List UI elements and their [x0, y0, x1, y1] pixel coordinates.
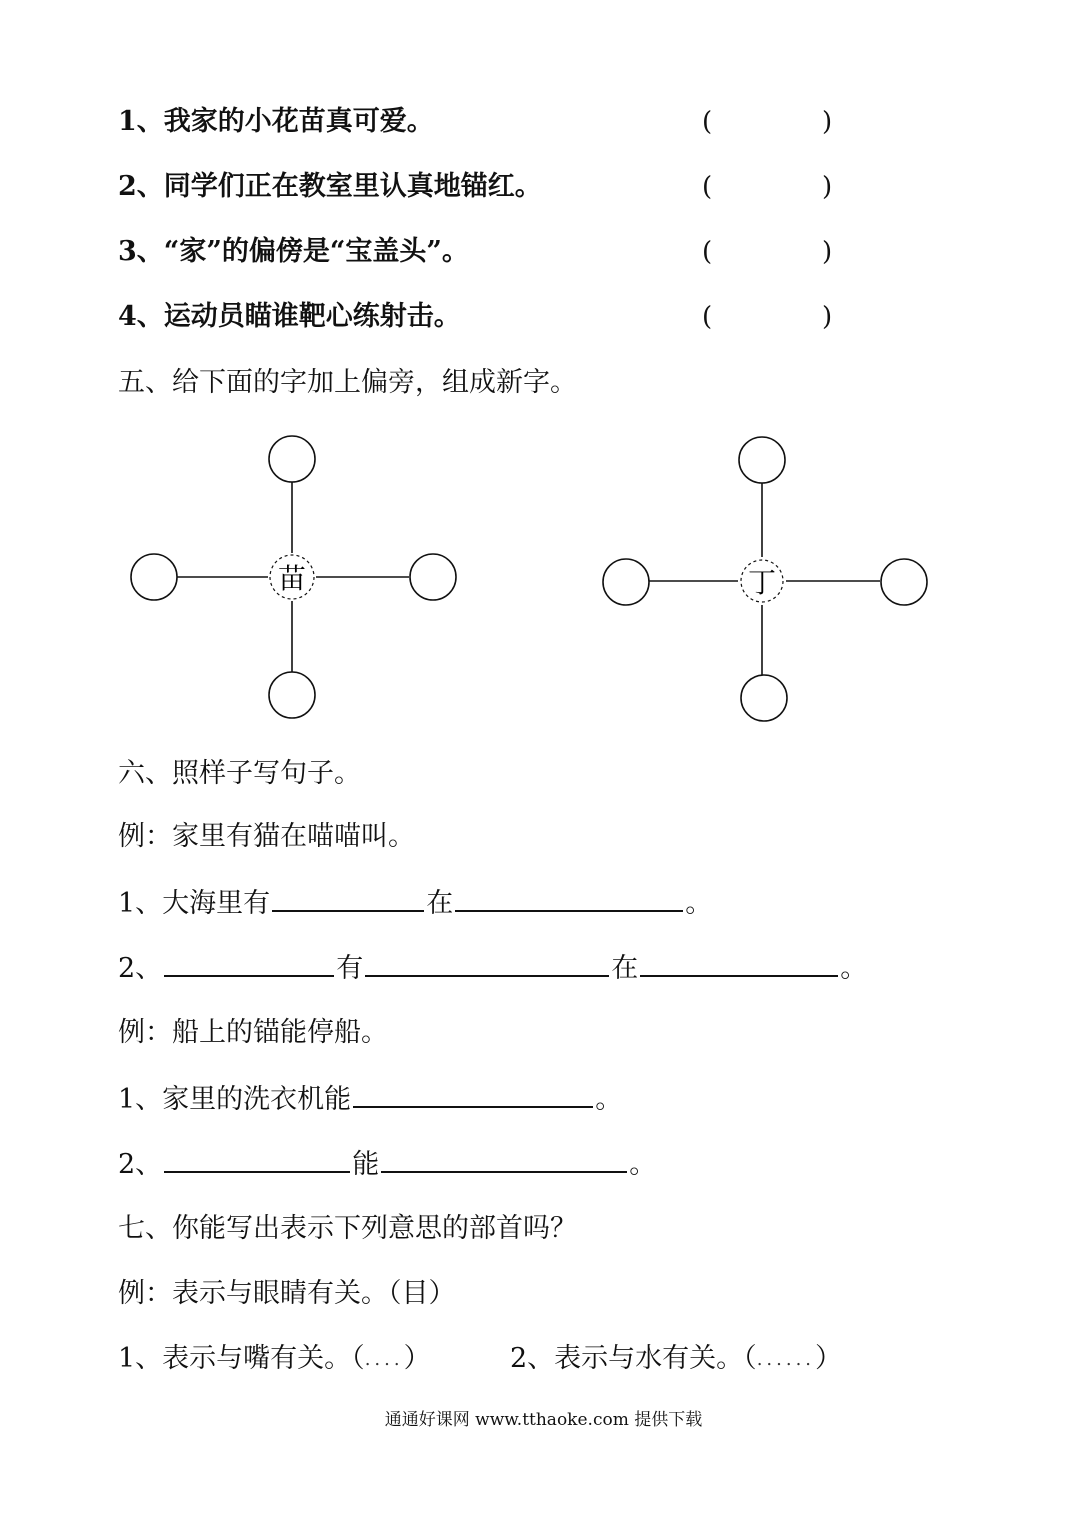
blank-circle-top[interactable] — [739, 437, 785, 483]
blank-circle-left[interactable] — [603, 559, 649, 605]
radical-diagram-ding — [592, 425, 942, 725]
radical-q2: 2、表示与水有关。（......） — [510, 1342, 842, 1377]
fill-blank[interactable] — [272, 886, 424, 912]
judge-item-4: 4、运动员瞄谁靶心练射击。 — [118, 301, 461, 332]
sentence-q3: 1、家里的洗衣机能 。 — [118, 1084, 623, 1115]
answer-paren-close-4: ) — [822, 302, 833, 332]
answer-paren-close-2: ) — [822, 172, 833, 202]
answer-paren-close-3: ) — [822, 237, 833, 267]
judge-item-1: 1、我家的小花苗真可爱。 — [118, 106, 434, 137]
blank-circle-bottom[interactable] — [269, 672, 315, 718]
blank-circle-left[interactable] — [131, 554, 177, 600]
judge-item-3: 3、“家”的偏傍是“宝盖头”。 — [118, 236, 469, 267]
center-char-miao: 苗 — [277, 562, 307, 595]
fill-blank[interactable] — [640, 951, 838, 977]
answer-paren-open-1: ( — [702, 107, 713, 137]
section-7-title: 七、你能写出表示下列意思的部首吗？ — [118, 1213, 577, 1244]
blank-circle-bottom[interactable] — [741, 675, 787, 721]
section-6-title: 六、照样子写句子。 — [118, 758, 361, 789]
example-1: 例：家里有猫在喵喵叫。 — [118, 821, 415, 852]
answer-paren-close-1: ) — [822, 107, 833, 137]
section-5-title: 五、给下面的字加上偏旁，组成新字。 — [118, 367, 577, 398]
example-2: 例：船上的锚能停船。 — [118, 1017, 388, 1048]
radical-diagram-miao — [120, 425, 470, 725]
fill-blank[interactable] — [455, 886, 683, 912]
blank-circle-right[interactable] — [410, 554, 456, 600]
fill-blank[interactable] — [365, 951, 609, 977]
sentence-q4: 2、 能 。 — [118, 1149, 657, 1180]
radical-q1: 1、表示与嘴有关。（....） — [118, 1342, 431, 1377]
blank-circle-top[interactable] — [269, 436, 315, 482]
answer-blank[interactable]: .... — [364, 1348, 404, 1370]
sentence-q1: 1、大海里有 在 。 — [118, 888, 713, 919]
center-char-ding: 丁 — [747, 566, 777, 599]
blank-circle-right[interactable] — [881, 559, 927, 605]
sentence-q2: 2、 有 在 。 — [118, 953, 868, 984]
footer-credit: 通通好课网 www.tthaoke.com 提供下载 — [384, 1410, 703, 1430]
answer-paren-open-4: ( — [702, 302, 713, 332]
judge-item-2: 2、同学们正在教室里认真地锚红。 — [118, 171, 542, 202]
example-3: 例：表示与眼睛有关。（目） — [118, 1278, 456, 1309]
answer-paren-open-2: ( — [702, 172, 713, 202]
fill-blank[interactable] — [164, 951, 334, 977]
fill-blank[interactable] — [381, 1147, 627, 1173]
answer-paren-open-3: ( — [702, 237, 713, 267]
answer-blank[interactable]: ...... — [756, 1348, 816, 1370]
fill-blank[interactable] — [353, 1082, 593, 1108]
fill-blank[interactable] — [164, 1147, 350, 1173]
